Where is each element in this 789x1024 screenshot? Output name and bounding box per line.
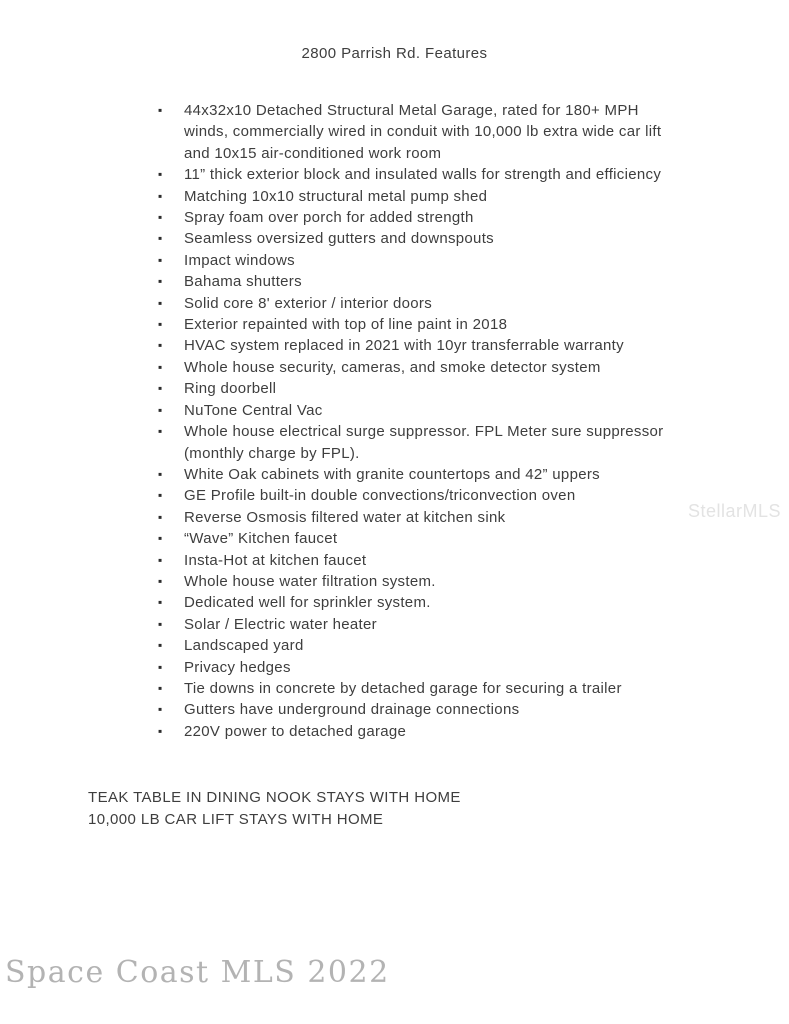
feature-text: Seamless oversized gutters and downspouts bbox=[184, 230, 494, 248]
feature-item bbox=[158, 635, 686, 656]
stellar-mls-watermark: StellarMLS bbox=[687, 501, 781, 521]
feature-text: NuTone Central Vac bbox=[184, 401, 323, 419]
feature-item bbox=[158, 528, 686, 549]
feature-item bbox=[158, 100, 686, 164]
bullet-square-icon: ▪ bbox=[158, 509, 163, 524]
bullet-square-icon: ▪ bbox=[158, 573, 163, 588]
bullet-square-icon: ▪ bbox=[158, 295, 163, 310]
feature-item bbox=[158, 271, 686, 292]
feature-text: Whole house water filtration system. bbox=[184, 572, 436, 590]
bullet-square-icon: ▪ bbox=[158, 210, 163, 225]
feature-item bbox=[158, 207, 686, 228]
bullet-square-icon: ▪ bbox=[158, 424, 163, 439]
bullet-square-icon: ▪ bbox=[158, 552, 163, 567]
bullet-square-icon: ▪ bbox=[158, 231, 163, 246]
feature-item bbox=[158, 571, 686, 592]
feature-text: Tie downs in concrete by detached garage for securing a trailer bbox=[184, 679, 622, 697]
bullet-square-icon: ▪ bbox=[158, 317, 163, 332]
bullet-square-icon: ▪ bbox=[158, 252, 163, 267]
feature-text: Exterior repainted with top of line paint in 2018 bbox=[184, 316, 508, 334]
feature-text: White Oak cabinets with granite countertops and 42” uppers bbox=[184, 465, 600, 483]
feature-item bbox=[158, 721, 686, 742]
feature-text: Bahama shutters bbox=[184, 273, 302, 291]
notes-section bbox=[88, 787, 789, 830]
bullet-square-icon: ▪ bbox=[158, 402, 163, 417]
feature-text: Impact windows bbox=[184, 251, 295, 269]
feature-text: Gutters have underground drainage connections bbox=[184, 701, 520, 719]
feature-text: Solid core 8' exterior / interior doors bbox=[184, 294, 433, 312]
bullet-square-icon: ▪ bbox=[158, 680, 163, 695]
feature-item bbox=[158, 421, 686, 464]
feature-text: 220V power to detached garage bbox=[184, 722, 407, 740]
bullet-square-icon: ▪ bbox=[158, 616, 163, 631]
feature-item bbox=[158, 678, 686, 699]
feature-item bbox=[158, 657, 686, 678]
feature-item bbox=[158, 335, 686, 356]
feature-text: Dedicated well for sprinkler system. bbox=[184, 594, 431, 612]
feature-item bbox=[158, 228, 686, 249]
bullet-square-icon: ▪ bbox=[158, 638, 163, 653]
feature-text: 11” thick exterior block and insulated walls for strength and efficiency bbox=[184, 166, 662, 184]
feature-text: Spray foam over porch for added strength bbox=[184, 209, 474, 227]
bullet-square-icon: ▪ bbox=[158, 188, 163, 203]
bullet-square-icon: ▪ bbox=[158, 274, 163, 289]
feature-text: Insta-Hot at kitchen faucet bbox=[184, 551, 367, 569]
bullet-square-icon: ▪ bbox=[158, 723, 163, 738]
bullet-square-icon: ▪ bbox=[158, 338, 163, 353]
bullet-square-icon: ▪ bbox=[158, 103, 163, 117]
feature-item bbox=[158, 614, 686, 635]
bullet-square-icon: ▪ bbox=[158, 702, 163, 717]
bullet-square-icon: ▪ bbox=[158, 359, 163, 374]
space-coast-mls-watermark: Space Coast MLS 2022 bbox=[5, 955, 390, 990]
feature-item bbox=[158, 507, 686, 528]
feature-item bbox=[158, 250, 686, 271]
feature-item bbox=[158, 293, 686, 314]
bullet-square-icon: ▪ bbox=[158, 595, 163, 610]
feature-text: GE Profile built-in double convections/triconvection oven bbox=[184, 487, 576, 505]
page-title: 2800 Parrish Rd. Features bbox=[301, 45, 488, 62]
note-line-car-lift: 10,000 LB CAR LIFT STAYS WITH HOME bbox=[88, 810, 384, 828]
feature-text: Whole house security, cameras, and smoke detector system bbox=[184, 358, 601, 376]
feature-item bbox=[158, 186, 686, 207]
bullet-square-icon: ▪ bbox=[158, 381, 163, 396]
bullet-square-icon: ▪ bbox=[158, 167, 163, 182]
feature-text: Reverse Osmosis filtered water at kitchen sink bbox=[184, 508, 506, 526]
feature-item bbox=[158, 485, 686, 506]
feature-item bbox=[158, 699, 686, 720]
bullet-square-icon: ▪ bbox=[158, 488, 163, 503]
feature-item bbox=[158, 592, 686, 613]
feature-text: “Wave” Kitchen faucet bbox=[184, 530, 338, 548]
feature-text: Matching 10x10 structural metal pump shed bbox=[184, 187, 488, 205]
feature-item bbox=[158, 378, 686, 399]
feature-item bbox=[158, 550, 686, 571]
bullet-square-icon: ▪ bbox=[158, 659, 163, 674]
feature-item bbox=[158, 464, 686, 485]
feature-item bbox=[158, 314, 686, 335]
bullet-square-icon: ▪ bbox=[158, 466, 163, 481]
features-list bbox=[158, 100, 686, 742]
bullet-square-icon: ▪ bbox=[158, 531, 163, 546]
feature-text: Landscaped yard bbox=[184, 637, 304, 655]
feature-text: HVAC system replaced in 2021 with 10yr transferrable warranty bbox=[184, 337, 624, 355]
feature-item bbox=[158, 164, 686, 185]
feature-text: Solar / Electric water heater bbox=[184, 615, 377, 633]
feature-item bbox=[158, 400, 686, 421]
feature-text: Privacy hedges bbox=[184, 658, 291, 676]
feature-text: Ring doorbell bbox=[184, 380, 277, 398]
feature-text: Whole house electrical surge suppressor. FPL Meter sure suppressor (monthly charge by FPL). bbox=[184, 423, 664, 462]
feature-item bbox=[158, 357, 686, 378]
note-line-teak-table: TEAK TABLE IN DINING NOOK STAYS WITH HOME bbox=[88, 789, 461, 807]
feature-text: 44x32x10 Detached Structural Metal Garage, rated for 180+ MPH winds, commercially wired in conduit with 10,000 lb extra wide car lift and 10x15 air-conditioned work room bbox=[184, 102, 662, 162]
